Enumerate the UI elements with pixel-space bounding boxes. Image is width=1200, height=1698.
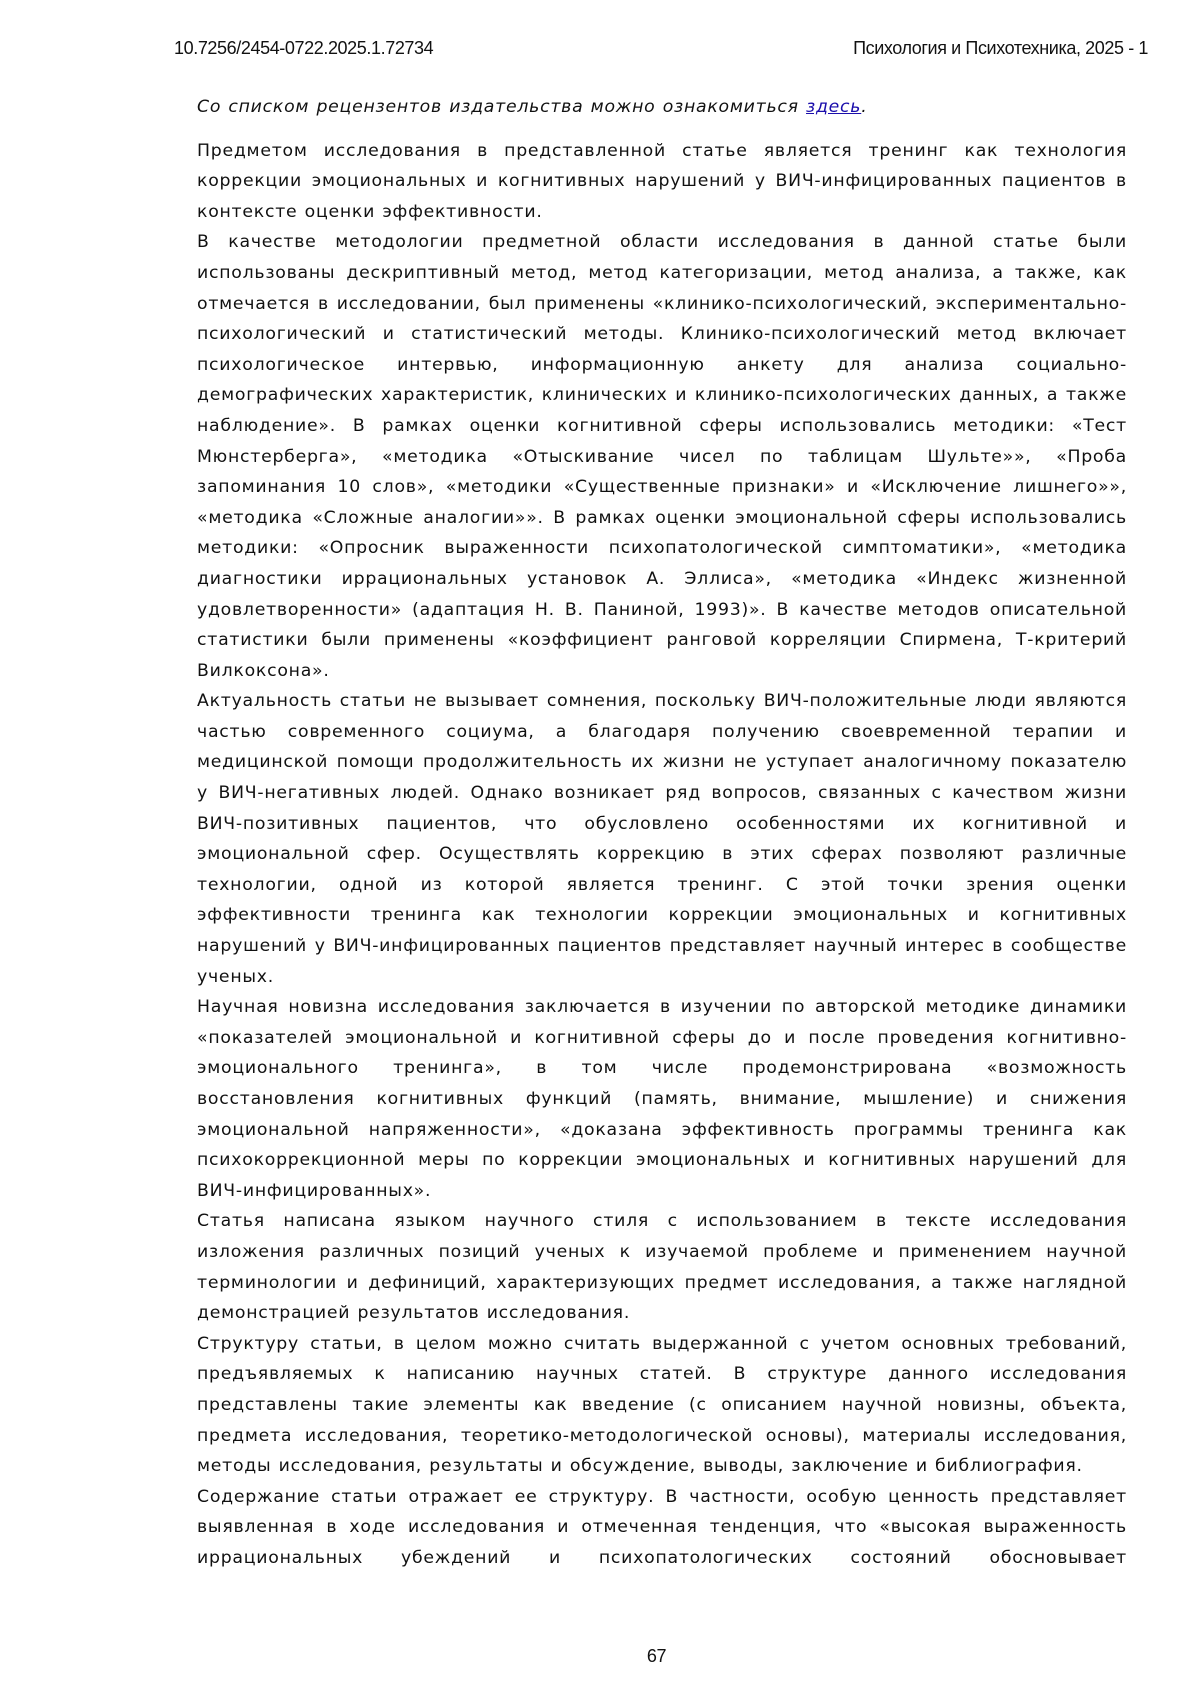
paragraph-content: Содержание статьи отражает ее структуру. В частности, особую ценность представляет выявленная в ходе исследования и отмеченная тенденция, что «высокая выраженность иррациональных убеждений и психопатологических состояний обосновывает [197,1482,1127,1574]
paragraph-relevance: Актуальность статьи не вызывает сомнения, поскольку ВИЧ-положительные люди являются частью современного социума, а благодаря получению своевременной терапии и медицинской помощи продолжительность их жизни не уступает аналогичному показателю у ВИЧ-негативных людей. Однако возникает ряд вопросов, связанных с качеством жизни ВИЧ-позитивных пациентов, что обусловлено особенностями их когнитивной и эмоциональной сфер. Осуществлять коррекцию в этих сферах позволяют различные технологии, одной из которой является тренинг. С этой точки зрения оценки эффективности тренинга как технологии коррекции эмоциональных и когнитивных нарушений у ВИЧ-инфицированных пациентов представляет научный интерес в сообществе ученых. [197,686,1127,992]
article-text [197,92,1127,1574]
paragraph-novelty: Научная новизна исследования заключается в изучении по авторской методике динамики «показателей эмоциональной и когнитивной сферы до и после проведения когнитивно-эмоционального тренинга», в том числе продемонстрирована «возможность восстановления когнитивных функций (память, внимание, мышление) и снижения эмоциональной напряженности», «доказана эффективность программы тренинга как психокоррекционной меры по коррекции эмоциональных и когнитивных нарушений для ВИЧ-инфицированных». [197,992,1127,1206]
reviewers-note-end: . [861,97,867,117]
journal-title: Психология и Психотехника, 2025 - 1 [853,38,1148,59]
paragraph-methodology: В качестве методологии предметной области исследования в данной статье были использованы дескриптивный метод, метод категоризации, метод анализа, а также, как отмечается в исследовании, был применены «клинико-психологический, экспериментально-психологический и статистический методы. Клинико-психологический метод включает психологическое интервью, информационную анкету для анализа социально-демографических характеристик, клинических и клинико-психологических данных, а также наблюдение». В рамках оценки когнитивной сферы использовались методики: «Тест Мюнстерберга», «методика «Отыскивание чисел по таблицам Шульте»», «Проба запоминания 10 слов», «методики «Существенные признаки» и «Исключение лишнего»», «методика «Сложные аналогии»». В рамках оценки эмоциональной сферы использовались методики: «Опросник выраженности психопатологической симптоматики», «методика диагностики иррациональных установок А. Эллиса», «методика «Индекс жизненной удовлетворенности» (адаптация Н. В. Паниной, 1993)». В качестве методов описательной статистики были применены «коэффициент ранговой корреляции Спирмена, Т-критерий Вилкоксона». [197,227,1127,686]
paragraph-structure: Структуру статьи, в целом можно считать выдержанной с учетом основных требований, предъявляемых к написанию научных статей. В структуре данного исследования представлены такие элементы как введение (с описанием научной новизны, объекта, предмета исследования, теоретико-методологической основы), материалы исследования, методы исследования, результаты и обсуждение, выводы, заключение и библиография. [197,1329,1127,1482]
page-header [174,38,1148,62]
reviewers-note-text: Со списком рецензентов издательства можно ознакомиться [197,97,806,117]
paragraph-style: Статья написана языком научного стиля с использованием в тексте исследования изложения различных позиций ученых к изучаемой проблеме и применением научной терминологии и дефиниций, характеризующих предмет исследования, а также наглядной демонстрацией результатов исследования. [197,1206,1127,1328]
reviewers-note [197,92,1127,123]
page-number: 67 [0,1646,1200,1667]
doi-text: 10.7256/2454-0722.2025.1.72734 [174,38,433,59]
reviewers-link[interactable]: здесь [806,97,861,117]
paragraph-subject: Предметом исследования в представленной статье является тренинг как технология коррекции эмоциональных и когнитивных нарушений у ВИЧ-инфицированных пациентов в контексте оценки эффективности. [197,136,1127,228]
